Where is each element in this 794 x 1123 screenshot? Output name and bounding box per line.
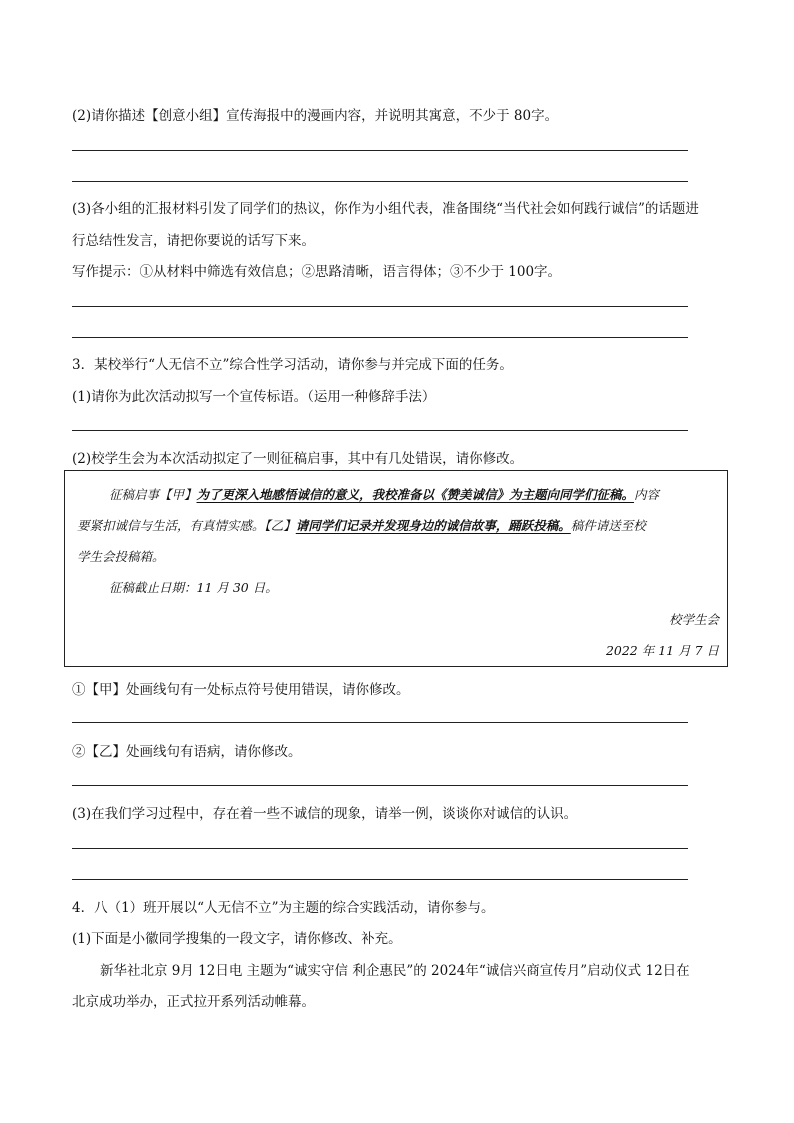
answer-line [72, 722, 688, 723]
notice-paragraph-line1 [109, 485, 659, 503]
answer-line [72, 785, 688, 786]
notice-signer: 校学生会 [668, 612, 719, 627]
notice-box [64, 470, 728, 667]
answer-line [72, 337, 688, 338]
question-2-2-prompt: (2)请你描述【创意小组】宣传海报中的漫画内容，并说明其寓意，不少于 80字。 [72, 108, 559, 124]
notice-paragraph-line2 [77, 516, 646, 534]
question-4-intro: 4．八（1）班开展以“人无信不立”为主题的综合实践活动，请你参与。 [72, 900, 495, 916]
question-2-3-prompt-line1: (3)各小组的汇报材料引发了同学们的热议，你作为小组代表，准备围绕“当代社会如何践行诚信”的话题进 [72, 201, 699, 217]
passage-line1: 新华社北京 9月 12日电 主题为“诚实守信 利企惠民”的 2024年“诚信兴商宣传月”启动仪式 12日在 [100, 963, 690, 979]
notice-date: 2022 年 11 月 7 日 [605, 643, 719, 658]
question-2-3-prompt-line2: 行总结性发言，请把你要说的话写下来。 [72, 233, 315, 249]
question-3-2-prompt: (2)校学生会为本次活动拟定了一则征稿启事，其中有几处错误，请你修改。 [72, 451, 524, 467]
notice-deadline: 征稿截止日期：11 月 30 日。 [109, 580, 278, 595]
answer-line [72, 848, 688, 849]
passage-line2: 北京成功举办，正式拉开系列活动帷幕。 [72, 994, 315, 1010]
question-3-intro: 3．某校举行“人无信不立”综合性学习活动，请你参与并完成下面的任务。 [72, 357, 513, 373]
task-2-prompt: ②【乙】处画线句有语病，请你修改。 [72, 744, 302, 760]
notice-text: 内容 [634, 487, 660, 502]
answer-line [72, 879, 688, 880]
question-3-3-prompt: (3)在我们学习过程中，存在着一些不诚信的现象，请举一例，谈谈你对诚信的认识。 [72, 806, 578, 822]
notice-paragraph-line3: 学生会投稿箱。 [77, 549, 165, 564]
writing-tips: 写作提示：①从材料中筛选有效信息；②思路清晰，语言得体；③不少于 100字。 [72, 264, 562, 280]
question-3-1-prompt: (1)请你为此次活动拟写一个宣传标语。（运用一种修辞手法） [72, 389, 436, 405]
task-1-prompt: ①【甲】处画线句有一处标点符号使用错误，请你修改。 [72, 682, 410, 698]
answer-line [72, 181, 688, 182]
notice-underline-jia: 为了更深入地感悟诚信的意义，我校准备以《赞美诚信》为主题向同学们征稿。 [196, 487, 635, 502]
notice-heading: 征稿启事【甲】 [109, 487, 197, 502]
answer-line [72, 150, 688, 151]
answer-line [72, 306, 688, 307]
notice-text: 稿件请送至校 [570, 518, 646, 533]
question-4-1-prompt: (1)下面是小徽同学搜集的一段文字，请你修改、补充。 [72, 931, 402, 947]
answer-line [72, 430, 688, 431]
notice-underline-yi: 请同学们记录并发现身边的诚信故事，踊跃投稿。 [295, 518, 571, 533]
notice-text: 要紧扣诚信与生活，有真情实感。【乙】 [77, 518, 296, 533]
